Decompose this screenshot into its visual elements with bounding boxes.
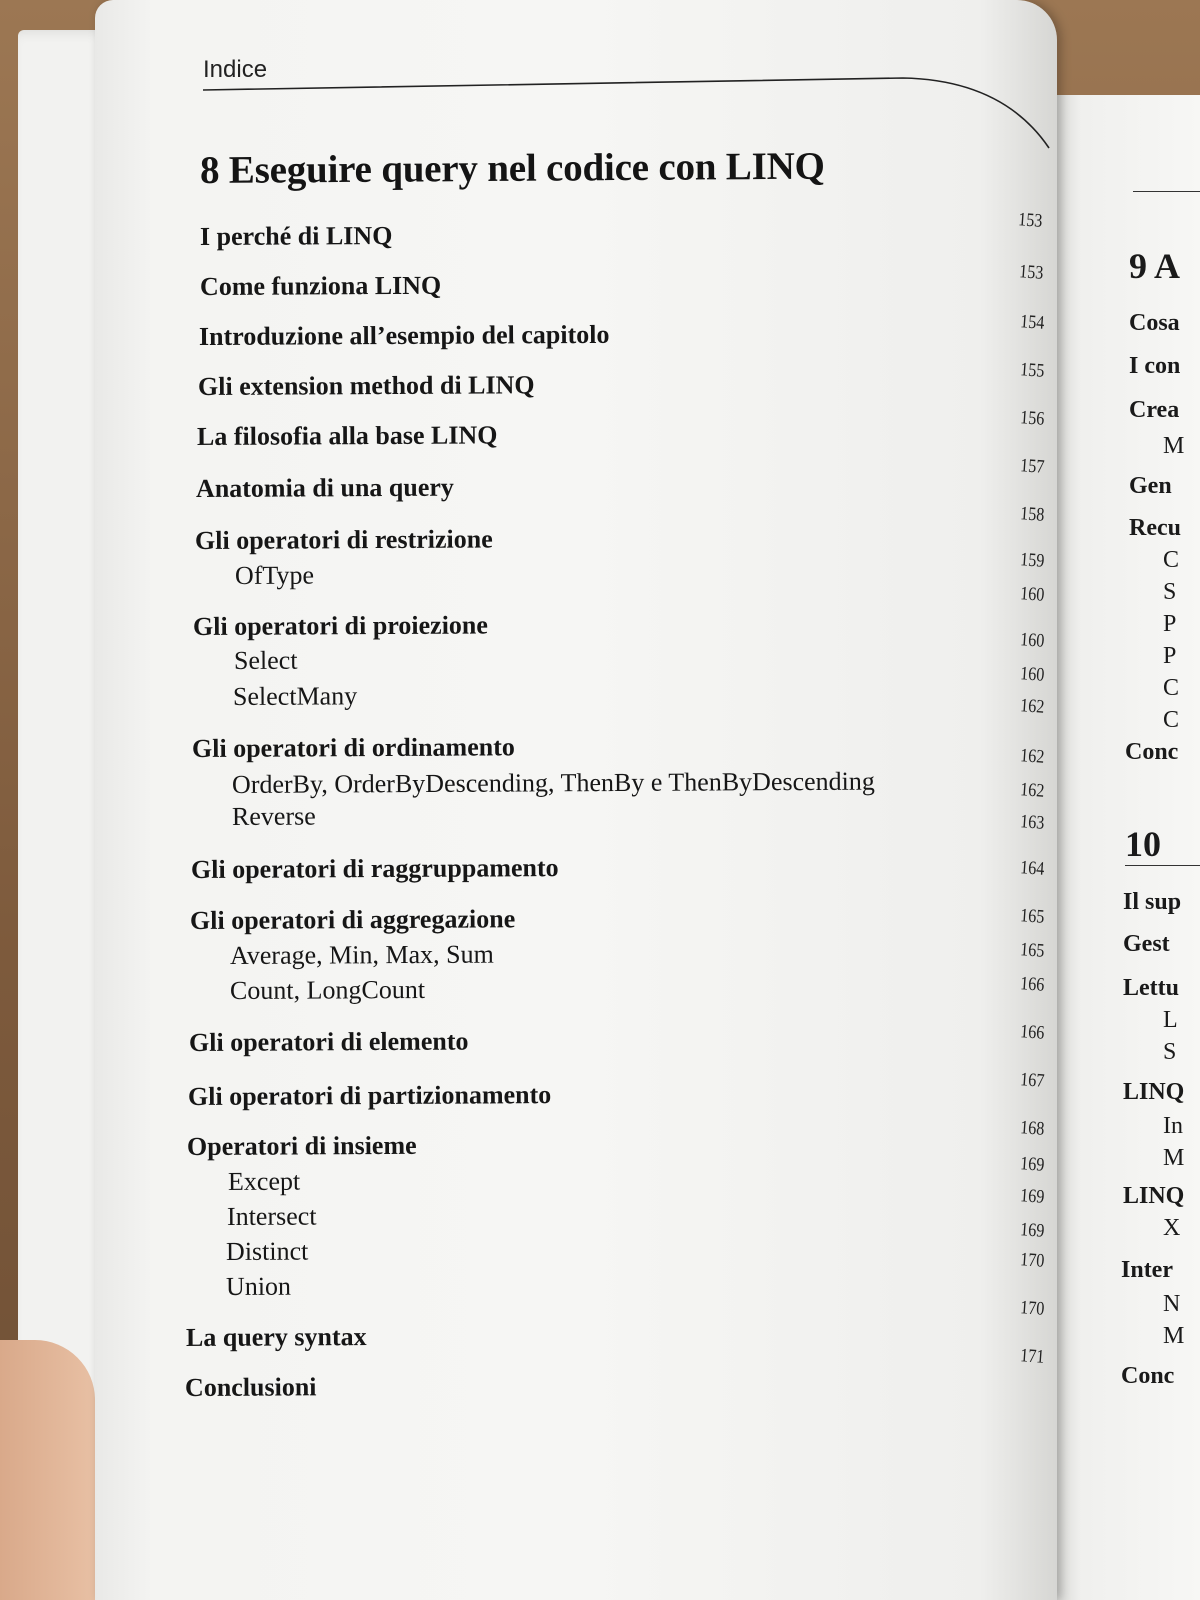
toc-entry: Gli operatori di raggruppamento (190, 853, 559, 884)
toc-entry: OrderBy, OrderByDescending, ThenBy e ThenByDescending (231, 766, 875, 799)
right-page-fragment: L (1163, 1007, 1178, 1033)
right-page-fragment: C (1163, 707, 1180, 733)
right-page-fragment: C (1163, 547, 1180, 573)
right-page-fragment: P (1163, 643, 1177, 669)
toc-entry: SelectMany (232, 681, 358, 711)
right-page-fragment: Crea (1129, 397, 1180, 423)
right-page-fragment: M (1163, 1323, 1185, 1349)
right-page-fragment: Lettu (1123, 975, 1179, 1001)
toc-entry: OfType (234, 560, 315, 590)
right-page-rule-2 (1125, 865, 1200, 866)
toc-page-number: 162 (1019, 745, 1046, 768)
right-page-fragment: LINQ (1123, 1183, 1185, 1209)
right-page-fragment: Gest (1123, 931, 1170, 957)
toc-page-number: 158 (1019, 503, 1046, 526)
toc-page-number: 162 (1019, 695, 1046, 718)
toc-page-number: 157 (1019, 455, 1046, 478)
right-page-fragment: In (1163, 1113, 1183, 1139)
toc-page-number: 153 (1017, 209, 1044, 232)
right-page-fragment: N (1163, 1291, 1181, 1317)
toc-entry: Distinct (225, 1236, 309, 1266)
toc-entry: Gli extension method di LINQ (197, 370, 535, 401)
toc-page-number: 169 (1019, 1153, 1046, 1176)
right-page-fragment: Il sup (1123, 889, 1182, 915)
toc-entry: Conclusioni (184, 1372, 317, 1402)
right-page-fragment: M (1163, 433, 1185, 459)
right-page-fragment: M (1163, 1145, 1185, 1171)
toc-page-number: 170 (1019, 1297, 1046, 1320)
toc-entry: Reverse (231, 801, 316, 831)
toc-entry: Union (225, 1271, 292, 1301)
toc-entry: Introduzione all’esempio del capitolo (198, 319, 610, 351)
toc-entry: Except (227, 1166, 301, 1196)
right-page-fragment: Conc (1121, 1363, 1175, 1389)
right-chapter-10-title: 10 (1125, 824, 1161, 864)
right-page-fragment: I con (1129, 353, 1181, 379)
toc-page-number: 155 (1019, 359, 1046, 382)
chapter-title: 8 Eseguire query nel codice con LINQ (199, 144, 825, 192)
toc-page-number: 156 (1019, 407, 1046, 430)
hand (0, 1340, 95, 1600)
toc-page-number: 166 (1019, 973, 1046, 996)
toc-entry: Gli operatori di partizionamento (187, 1080, 552, 1111)
toc-page-number: 165 (1019, 939, 1046, 962)
right-page-fragment: Cosa (1129, 310, 1180, 336)
toc-entry: La query syntax (185, 1322, 367, 1352)
toc-page-number: 164 (1019, 857, 1046, 880)
toc-entry: Gli operatori di restrizione (194, 524, 493, 555)
toc-page-number: 160 (1019, 663, 1046, 686)
toc-entry: Gli operatori di proiezione (192, 610, 488, 641)
right-page-fragment: Conc (1125, 739, 1179, 765)
toc-entry: Gli operatori di ordinamento (191, 732, 515, 763)
toc-page-number: 170 (1019, 1249, 1046, 1272)
toc-page-number: 169 (1019, 1185, 1046, 1208)
toc-entry: Average, Min, Max, Sum (229, 939, 494, 970)
toc-page-number: 169 (1019, 1219, 1046, 1242)
toc-entry: Come funziona LINQ (199, 270, 442, 301)
toc-entry: Gli operatori di aggregazione (189, 904, 516, 935)
toc-page-number: 166 (1019, 1021, 1046, 1044)
right-page-fragment: Recu (1129, 515, 1181, 541)
toc-entry: I perché di LINQ (199, 220, 393, 251)
header-rule (203, 88, 1049, 148)
right-page (1055, 95, 1200, 1600)
toc-entry: Select (233, 645, 298, 675)
toc-page-number: 163 (1019, 811, 1046, 834)
right-page-fragment: S (1163, 579, 1177, 605)
right-page-fragment: P (1163, 611, 1177, 637)
right-page-fragment: C (1163, 675, 1180, 701)
toc-entry: Gli operatori di elemento (188, 1026, 469, 1057)
toc-page-number: 167 (1019, 1069, 1046, 1092)
toc-page-number: 154 (1019, 311, 1046, 334)
toc-entry: La filosofia alla base LINQ (196, 420, 498, 451)
toc-page-number: 153 (1018, 261, 1045, 284)
right-page-fragment: LINQ (1123, 1079, 1185, 1105)
toc-page-number: 168 (1019, 1117, 1046, 1140)
right-page-fragment: Inter (1121, 1257, 1173, 1283)
toc-page-number: 165 (1019, 905, 1046, 928)
right-page-rule (1133, 191, 1200, 192)
toc-page-number: 171 (1019, 1345, 1046, 1368)
toc-page-number: 160 (1019, 583, 1046, 606)
toc-entry: Count, LongCount (229, 974, 426, 1005)
toc-page-number: 162 (1019, 779, 1046, 802)
right-page-fragment: Gen (1129, 473, 1172, 499)
toc-entry: Intersect (226, 1201, 317, 1231)
toc-page-number: 159 (1019, 549, 1046, 572)
running-head: Indice (203, 56, 268, 83)
right-page-fragment: S (1163, 1039, 1177, 1065)
toc-entry: Anatomia di una query (195, 472, 454, 503)
toc-entry: Operatori di insieme (186, 1130, 417, 1161)
right-page-fragment: X (1163, 1215, 1181, 1241)
right-chapter-9-title: 9 A (1129, 246, 1181, 286)
toc-page-number: 160 (1019, 629, 1046, 652)
